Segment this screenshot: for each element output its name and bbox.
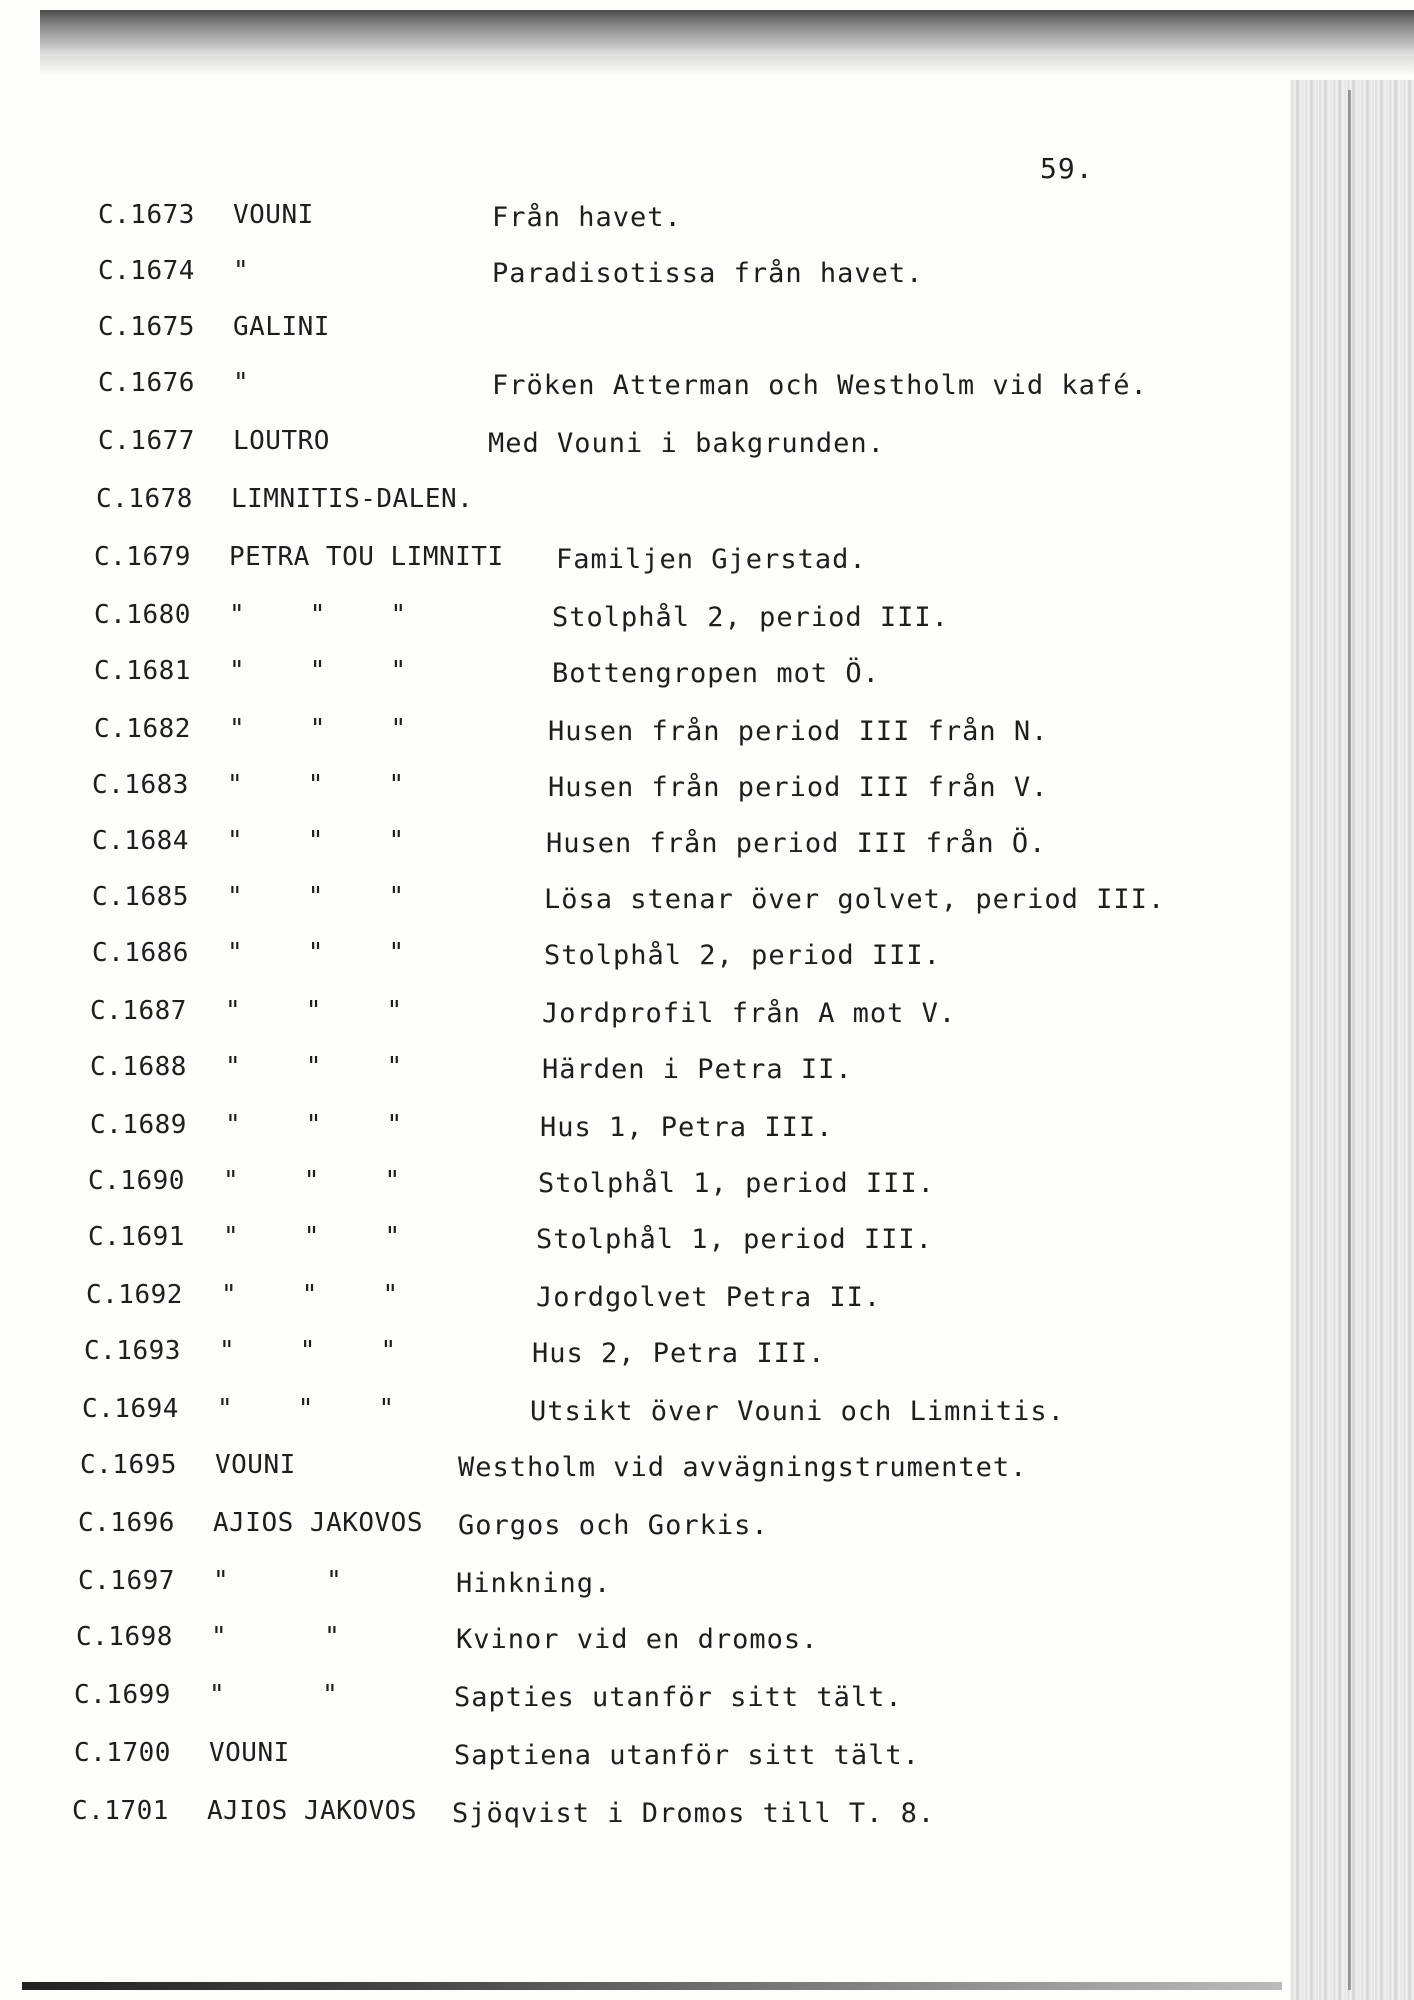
entry-number: C.1692 <box>86 1280 183 1310</box>
entry-site: " " <box>213 1566 343 1596</box>
register-entry <box>74 1680 1274 1720</box>
entry-site: " " " <box>229 656 407 686</box>
entry-site: " " <box>211 1622 341 1652</box>
entry-site: " <box>233 256 250 286</box>
entry-number: C.1696 <box>78 1508 175 1538</box>
register-entry <box>94 600 1294 640</box>
entry-description: Jordgolvet Petra II. <box>536 1282 882 1313</box>
entry-description: Kvinor vid en dromos. <box>456 1624 819 1655</box>
entry-number: C.1698 <box>76 1622 173 1652</box>
entry-site: " " " <box>227 882 405 912</box>
entry-number: C.1684 <box>92 826 189 856</box>
register-entry <box>82 1394 1282 1434</box>
entry-description: Saptiena utanför sitt tält. <box>454 1740 920 1771</box>
entry-description: Utsikt över Vouni och Limnitis. <box>530 1396 1065 1427</box>
entry-number: C.1694 <box>82 1394 179 1424</box>
register-entry <box>78 1566 1278 1606</box>
entry-number: C.1683 <box>92 770 189 800</box>
entry-number: C.1678 <box>96 484 193 514</box>
entry-description: Husen från period III från N. <box>548 716 1049 747</box>
entry-site: VOUNI <box>215 1450 296 1480</box>
register-entry <box>94 542 1294 582</box>
entry-site: " " <box>209 1680 339 1710</box>
register-entry <box>98 426 1298 466</box>
entry-number: C.1674 <box>98 256 195 286</box>
entry-number: C.1688 <box>90 1052 187 1082</box>
entry-description: Stolphål 1, period III. <box>538 1168 935 1199</box>
register-entry <box>72 1796 1272 1836</box>
entry-number: C.1681 <box>94 656 191 686</box>
entry-number: C.1687 <box>90 996 187 1026</box>
register-entry <box>92 770 1292 810</box>
entry-description: Sapties utanför sitt tält. <box>454 1682 903 1713</box>
entry-site: " " " <box>229 600 407 630</box>
entry-number: C.1689 <box>90 1110 187 1140</box>
entry-number: C.1699 <box>74 1680 171 1710</box>
entry-description: Hus 2, Petra III. <box>532 1338 826 1369</box>
entry-site: " " " <box>227 770 405 800</box>
entry-site: " " " <box>229 714 407 744</box>
entry-description: Stolphål 1, period III. <box>536 1224 933 1255</box>
entry-number: C.1693 <box>84 1336 181 1366</box>
entry-number: C.1679 <box>94 542 191 572</box>
page-number: 59. <box>1040 152 1094 185</box>
entry-site: VOUNI <box>209 1738 290 1768</box>
scan-right-edge <box>1290 80 1414 2000</box>
register-entry <box>86 1280 1286 1320</box>
entry-description: Fröken Atterman och Westholm vid kafé. <box>492 370 1148 401</box>
entry-number: C.1686 <box>92 938 189 968</box>
entry-site: " " " <box>225 1110 403 1140</box>
entry-number: C.1685 <box>92 882 189 912</box>
entry-description: Stolphål 2, period III. <box>552 602 949 633</box>
entry-site: " " " <box>219 1336 397 1366</box>
scan-bottom-shadow <box>22 1982 1282 1990</box>
entry-site: AJIOS JAKOVOS <box>207 1796 417 1826</box>
entry-site: " " " <box>223 1166 401 1196</box>
entry-description: Stolphål 2, period III. <box>544 940 941 971</box>
entry-description: Lösa stenar över golvet, period III. <box>544 884 1166 915</box>
entry-site: " " " <box>225 996 403 1026</box>
register-entry <box>90 996 1290 1036</box>
entry-site: " " " <box>217 1394 395 1424</box>
entry-site: VOUNI <box>233 200 314 230</box>
register-entry <box>94 656 1294 696</box>
entry-number: C.1677 <box>98 426 195 456</box>
register-entry <box>92 826 1292 866</box>
entry-description: Sjöqvist i Dromos till T. 8. <box>452 1798 936 1829</box>
entry-description: Paradisotissa från havet. <box>492 258 924 289</box>
entry-number: C.1701 <box>72 1796 169 1826</box>
register-entry <box>78 1508 1278 1548</box>
register-entry <box>98 312 1298 352</box>
entry-description: Från havet. <box>492 202 682 233</box>
register-entry <box>98 368 1298 408</box>
register-entry <box>88 1166 1288 1206</box>
register-entry <box>92 938 1292 978</box>
entry-number: C.1676 <box>98 368 195 398</box>
entry-site: " " " <box>225 1052 403 1082</box>
entry-number: C.1697 <box>78 1566 175 1596</box>
entry-site: GALINI <box>233 312 330 342</box>
register-entry <box>84 1336 1284 1376</box>
entry-number: C.1675 <box>98 312 195 342</box>
entry-site: " " " <box>227 826 405 856</box>
entry-site: PETRA TOU LIMNITI <box>229 542 504 572</box>
entry-description: Med Vouni i bakgrunden. <box>488 428 885 459</box>
entry-description: Jordprofil från A mot V. <box>542 998 957 1029</box>
entry-site: AJIOS JAKOVOS <box>213 1508 423 1538</box>
entry-description: Hus 1, Petra III. <box>540 1112 834 1143</box>
entry-site: LIMNITIS-DALEN. <box>231 484 474 514</box>
scan-right-edge-line <box>1348 90 1351 1990</box>
entry-description: Gorgos och Gorkis. <box>458 1510 769 1541</box>
entry-site: " " " <box>227 938 405 968</box>
register-entry <box>98 256 1298 296</box>
register-entry <box>90 1110 1290 1150</box>
entry-site: " <box>233 368 250 398</box>
register-entry <box>98 200 1298 240</box>
entry-number: C.1690 <box>88 1166 185 1196</box>
entry-description: Bottengropen mot Ö. <box>552 658 880 689</box>
entry-description: Husen från period III från V. <box>548 772 1049 803</box>
register-entry <box>76 1622 1276 1662</box>
entry-description: Husen från period III från Ö. <box>546 828 1047 859</box>
entry-site: LOUTRO <box>233 426 330 456</box>
register-entry <box>80 1450 1280 1490</box>
entry-description: Familjen Gjerstad. <box>556 544 867 575</box>
register-entry <box>96 484 1296 524</box>
register-entry <box>74 1738 1274 1778</box>
entry-description: Hinkning. <box>456 1568 612 1599</box>
entry-site: " " " <box>223 1222 401 1252</box>
entry-number: C.1673 <box>98 200 195 230</box>
register-entry <box>92 882 1292 922</box>
entry-number: C.1695 <box>80 1450 177 1480</box>
register-entry <box>88 1222 1288 1262</box>
entry-number: C.1700 <box>74 1738 171 1768</box>
entry-number: C.1680 <box>94 600 191 630</box>
entry-number: C.1691 <box>88 1222 185 1252</box>
entry-description: Härden i Petra II. <box>542 1054 853 1085</box>
entry-number: C.1682 <box>94 714 191 744</box>
register-entry <box>94 714 1294 754</box>
entry-site: " " " <box>221 1280 399 1310</box>
register-entry <box>90 1052 1290 1092</box>
entry-description: Westholm vid avvägningstrumentet. <box>458 1452 1028 1483</box>
